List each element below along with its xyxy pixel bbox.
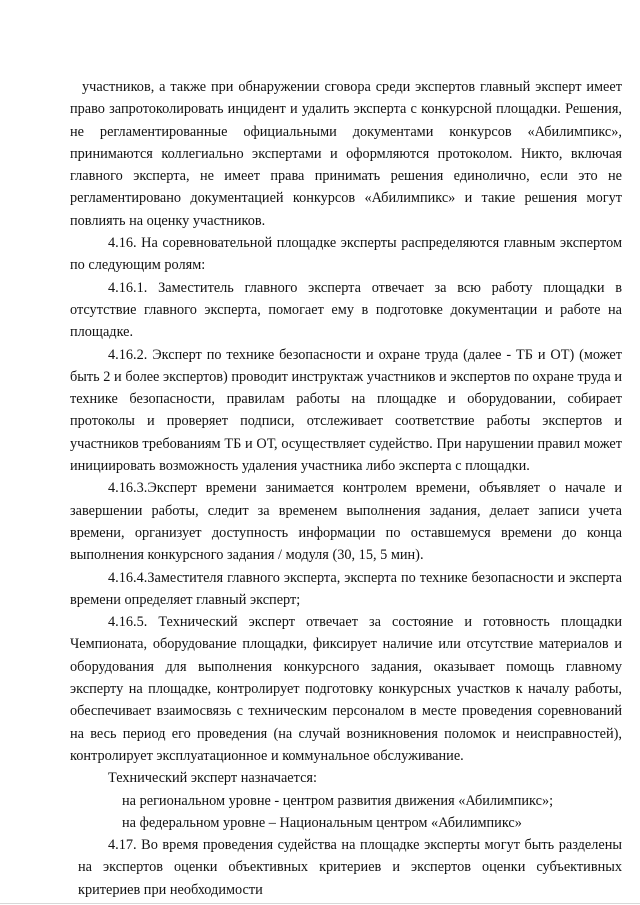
paragraph-4-16-1: 4.16.1. Заместитель главного эксперта отвечает за всю работу площадки в отсутствие главного эксперта, помогает ему в подготовке документации и работе на площадке. xyxy=(70,279,622,341)
document-body xyxy=(70,76,622,901)
paragraph-federal-level: на федеральном уровне – Национальным центром «Абилимпикс» xyxy=(122,814,522,831)
paragraph-4-17: 4.17. Во время проведения судейства на площадке эксперты могут быть разделены на экспертов оценки объективных критериев и экспертов оценки субъективных критериев при необходимости xyxy=(78,837,622,898)
page-bottom-edge xyxy=(0,903,640,904)
paragraph-4-16-5: 4.16.5. Технический эксперт отвечает за состояние и готовность площадки Чемпионата, оборудование площадки, фиксирует наличие или отсутствие материалов и оборудования для выполнения конкурсного задания, оказывает помощь главному эксперту на площадке, контролирует подготовку конкурсных участков к началу работы, обеспечивает взаимосвязь с техническим персоналом в месте проведения соревнований на весь период его проведения (на случай возникновения поломок и неисправностей), контролирует эксплуатационное и коммунальное обслуживание. xyxy=(70,614,622,764)
paragraph-technical-expert: Технический эксперт назначается: xyxy=(108,770,317,787)
paragraph-4-16-2: 4.16.2. Эксперт по технике безопасности и охране труда (далее - ТБ и ОТ) (может быть 2 и более экспертов) проводит инструктаж участников и экспертов по охране труда и технике безопасности, правилам работы на площадке и оборудовании, собирает протоколы и проверяет подписи, отслеживает соответствие работы экспертов и участников требованиям ТБ и ОТ, осуществляет судейство. При нарушении правил может инициировать возможность удаления участника либо эксперта с площадки. xyxy=(70,346,622,475)
paragraph-4-16: 4.16. На соревновательной площадке эксперты распределяются главным экспертом по следующим ролям: xyxy=(70,235,622,274)
paragraph-4-16-4: 4.16.4.Заместителя главного эксперта, эксперта по технике безопасности и эксперта времени определяет главный эксперт; xyxy=(70,569,622,608)
paragraph-regional-level: на региональном уровне - центром развития движения «Абилимпикс»; xyxy=(122,792,554,809)
paragraph-intro: участников, а также при обнаружении сговора среди экспертов главный эксперт имеет право запротоколировать инцидент и удалить эксперта с конкурсной площадки. Решения, не регламентированные официальными документами конкурсов «Абилимпикс», принимаются коллегиально экспертами и оформляются протоколом. Никто, включая главного эксперта, не имеет права принимать решения единолично, если это не регламентировано документацией конкурсов «Абилимпикс» и такие решения могут повлиять на оценку участников. xyxy=(70,79,622,229)
paragraph-4-16-3: 4.16.3.Эксперт времени занимается контролем времени, объявляет о начале и завершении работы, следит за временем выполнения задания, делает записи учета времени, организует доступность информации по оставшемуся времени до конца выполнения конкурсного задания / модуля (30, 15, 5 мин). xyxy=(70,480,622,564)
